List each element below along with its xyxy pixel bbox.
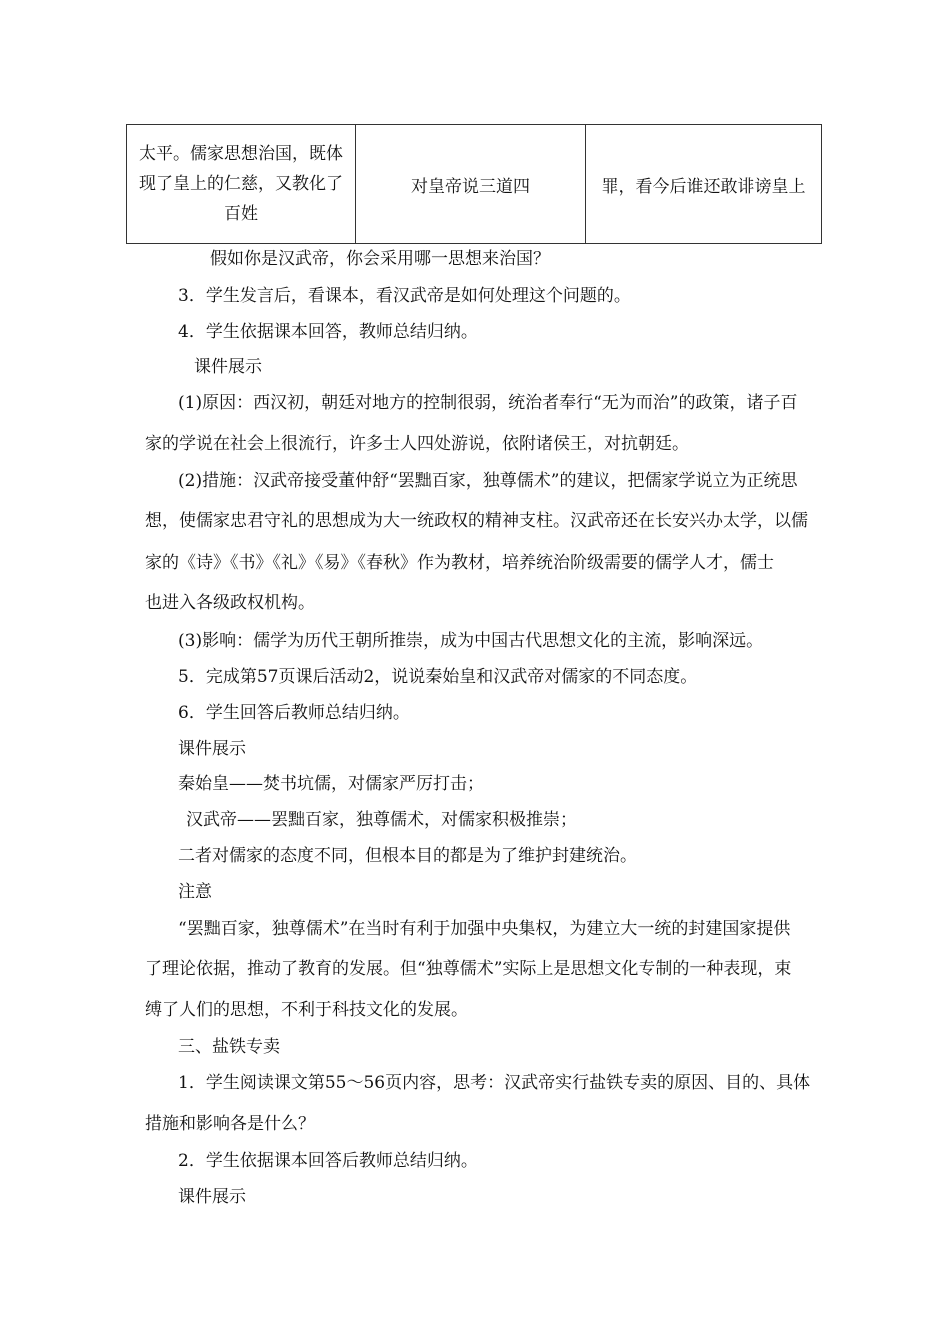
body-line: 5．完成第57页课后活动2，说说秦始皇和汉武帝对儒家的不同态度。 <box>178 667 698 687</box>
body-line: 也进入各级政权机构。 <box>145 593 315 613</box>
body-line: (3)影响：儒学为历代王朝所推崇，成为中国古代思想文化的主流，影响深远。 <box>178 631 764 651</box>
body-line: 课件展示 <box>178 1187 246 1207</box>
body-line: 三、盐铁专卖 <box>178 1037 280 1057</box>
table-cell-line: 现了皇上的仁慈，又教化了 <box>139 174 343 194</box>
body-line: 汉武帝——罢黜百家，独尊儒术，对儒家积极推崇； <box>186 810 577 830</box>
comparison-table <box>126 124 822 244</box>
body-line: 想，使儒家忠君守礼的思想成为大一统政权的精神支柱。汉武帝还在长安兴办太学，以儒 <box>145 511 808 531</box>
table-cell-middle: 对皇帝说三道四 <box>356 125 586 243</box>
body-line: (2)措施：汉武帝接受董仲舒“罢黜百家，独尊儒术”的建议，把儒家学说立为正统思 <box>178 471 798 491</box>
body-line: 4．学生依据课本回答，教师总结归纳。 <box>178 322 478 342</box>
body-line: 二者对儒家的态度不同，但根本目的都是为了维护封建统治。 <box>178 846 637 866</box>
body-line: 假如你是汉武帝，你会采用哪一思想来治国？ <box>210 249 550 269</box>
body-line: 3．学生发言后，看课本，看汉武帝是如何处理这个问题的。 <box>178 286 631 306</box>
table-cell-left <box>127 125 356 243</box>
body-line: 了理论依据，推动了教育的发展。但“独尊儒术”实际上是思想文化专制的一种表现，束 <box>145 959 792 979</box>
body-line: 家的学说在社会上很流行，许多士人四处游说，依附诸侯王，对抗朝廷。 <box>145 434 689 454</box>
body-line: 家的《诗》《书》《礼》《易》《春秋》作为教材，培养统治阶级需要的儒学人才，儒士 <box>145 553 774 573</box>
body-line: 2．学生依据课本回答后教师总结归纳。 <box>178 1151 478 1171</box>
body-line: “罢黜百家，独尊儒术”在当时有利于加强中央集权，为建立大一统的封建国家提供 <box>178 919 791 939</box>
body-line: 注意 <box>178 882 212 902</box>
body-line: 缚了人们的思想，不利于科技文化的发展。 <box>145 1000 468 1020</box>
body-line: 秦始皇——焚书坑儒，对儒家严厉打击； <box>178 774 484 794</box>
table-cell-line: 太平。儒家思想治国，既体 <box>139 144 343 164</box>
body-line: 1．学生阅读课文第55～56页内容，思考：汉武帝实行盐铁专卖的原因、目的、具体 <box>178 1073 811 1093</box>
body-line: (1)原因：西汉初，朝廷对地方的控制很弱，统治者奉行“无为而治”的政策，诸子百 <box>178 393 798 413</box>
table-cell-right: 罪，看今后谁还敢诽谤皇上 <box>601 176 806 197</box>
table-cell-line: 百姓 <box>224 204 258 224</box>
body-line: 措施和影响各是什么？ <box>145 1114 315 1134</box>
body-line: 课件展示 <box>178 739 246 759</box>
body-line: 6．学生回答后教师总结归纳。 <box>178 703 410 723</box>
body-line: 课件展示 <box>194 357 262 377</box>
